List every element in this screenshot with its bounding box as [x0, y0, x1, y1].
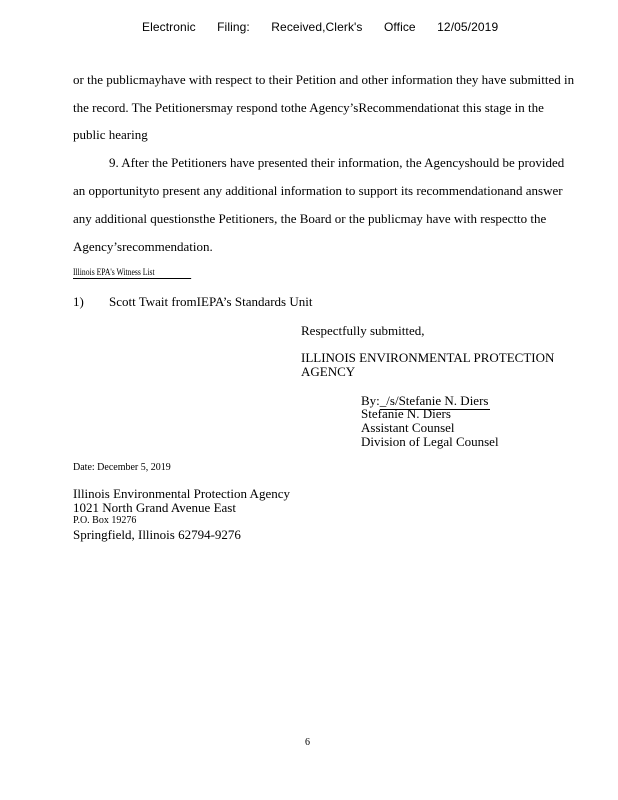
- body-line-1: or the publicmayhave with respect to their Petition and other information they have submitted in: [73, 72, 575, 87]
- header-electronic: Electronic: [142, 20, 196, 34]
- witness-entry: Scott Twait fromIEPA’s Standards Unit: [109, 294, 313, 309]
- body-line-2: the record. The Petitionersmay respond tothe Agency’sRecommendationat this stage in the: [73, 100, 544, 115]
- signer-title: Assistant Counsel: [361, 420, 455, 435]
- header-received: Received,Clerk's: [271, 20, 363, 34]
- agency-name-line2: AGENCY: [301, 364, 356, 379]
- address-line-1: Illinois Environmental Protection Agency: [73, 486, 290, 501]
- witness-number: 1): [73, 294, 84, 309]
- header-office: Office: [383, 20, 416, 34]
- signer-division: Division of Legal Counsel: [361, 434, 499, 449]
- witness-list-heading: Illinois EPA's Witness List: [73, 267, 191, 279]
- page-number: 6: [305, 737, 310, 748]
- date-line: Date: December 5, 2019: [73, 462, 171, 473]
- respectfully-submitted: Respectfully submitted,: [301, 323, 425, 338]
- body-line-3: public hearing: [73, 127, 148, 142]
- signature: _/s/Stefanie N. Diers: [379, 393, 489, 408]
- filing-header: [142, 20, 516, 34]
- signer-name: Stefanie N. Diers: [361, 406, 451, 421]
- body-line-7: Agency’srecommendation.: [73, 239, 213, 254]
- header-filing: Filing:: [217, 20, 250, 34]
- body-line-6: any additional questionsthe Petitioners, the Board or the publicmay have with respectto the: [73, 211, 547, 226]
- address-line-2: 1021 North Grand Avenue East: [73, 500, 236, 515]
- address-line-3: P.O. Box 19276: [73, 515, 137, 526]
- address-line-4: Springfield, Illinois 62794-9276: [73, 527, 241, 542]
- body-line-4: 9. After the Petitioners have presented their information, the Agencyshould be provided: [109, 155, 565, 170]
- agency-name-line1: ILLINOIS ENVIRONMENTAL PROTECTION: [301, 350, 555, 365]
- header-date: 12/05/2019: [437, 20, 499, 34]
- body-line-5: an opportunityto present any additional information to support its recommendationand answer: [73, 183, 563, 198]
- by-prefix: By:: [361, 393, 380, 408]
